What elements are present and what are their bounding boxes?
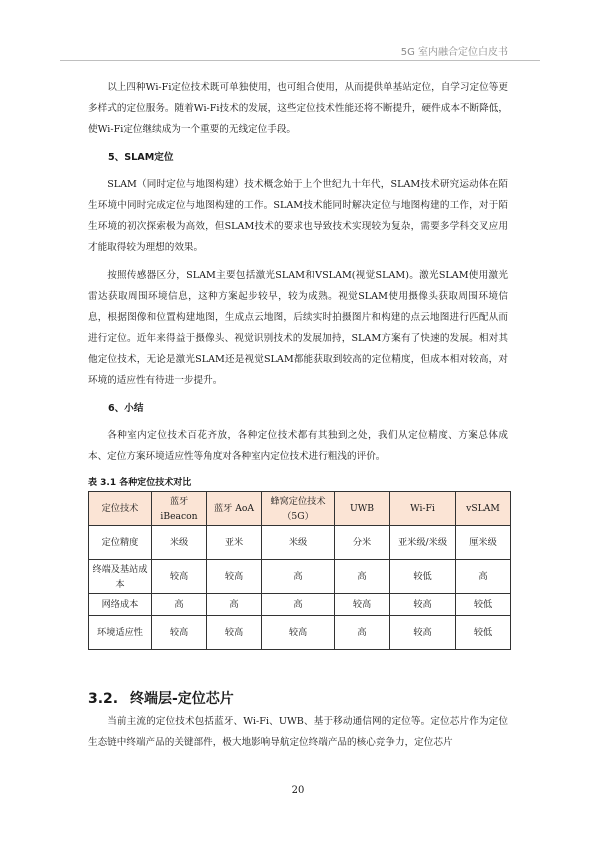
table-cell: 高 <box>456 560 511 594</box>
table-cell: 厘米级 <box>456 526 511 560</box>
table-cell: 较高 <box>152 560 207 594</box>
table-cell: 亚米 <box>207 526 262 560</box>
table-header-cell: 蓝牙 AoA <box>207 492 262 526</box>
table-cell: 较高 <box>207 560 262 594</box>
main-content <box>88 77 508 474</box>
table-row-label: 环境适应性 <box>89 616 152 650</box>
table-cell: 较低 <box>456 594 511 616</box>
table-header-cell: Wi-Fi <box>390 492 456 526</box>
slam-paragraph-2: 按照传感器区分，SLAM主要包括激光SLAM和VSLAM(视觉SLAM)。激光SLAM使用激光雷达获取周围环境信息，这种方案起步较早，较为成熟。视觉SLAM使用摄像头获取周围环境信息，根据图像和位置构建地图，生成点云地图，后续实时拍摄图片和构建的点云地图进行匹配从而进行定位。近年来得益于摄像头、视觉识别技术的发展加持，SLAM方案有了快速的发展。相对其他定位技术，无论是激光SLAM还是视觉SLAM都能获取到较高的定位精度，但成本相对较高，对环境的适应性有待进一步提升。 <box>88 270 508 386</box>
table-header-cell: 蜂窝定位技术（5G） <box>262 492 335 526</box>
table-row <box>89 594 511 616</box>
table-cell: 较高 <box>390 616 456 650</box>
table-row-label: 定位精度 <box>89 526 152 560</box>
section-title: 终端层-定位芯片 <box>130 691 234 707</box>
table-header-cell: 蓝牙 iBeacon <box>152 492 207 526</box>
table-cell: 分米 <box>335 526 390 560</box>
table-cell: 较高 <box>152 616 207 650</box>
slam-paragraph-1: SLAM（同时定位与地图构建）技术概念始于上个世纪九十年代，SLAM技术研究运动体在陌生环境中同时完成定位与地图构建的工作。SLAM技术能同时解决定位与地图构建的工作，对于陌生环境的初次探索极为高效，但SLAM技术的要求也导致技术实现较为复杂，需要多学科交叉应用才能取得较为理想的效果。 <box>88 179 508 253</box>
table-caption: 表 3.1 各种定位技术对比 <box>88 478 192 488</box>
header-divider <box>60 60 540 61</box>
table-cell: 高 <box>335 560 390 594</box>
section-paragraph: 当前主流的定位技术包括蓝牙、Wi-Fi、UWB、基于移动通信网的定位等。定位芯片作为定位生态链中终端产品的关键部件，极大地影响导航定位终端产品的核心竞争力，定位芯片 <box>88 716 508 748</box>
page-number: 20 <box>291 785 305 796</box>
intro-paragraph: 以上四种Wi-Fi定位技术既可单独使用，也可组合使用，从而提供单基站定位，自学习定位等更多样式的定位服务。随着Wi-Fi技术的发展，这些定位技术性能还将不断提升，硬件成本不断降低，使Wi-Fi定位继续成为一个重要的无线定位手段。 <box>88 82 508 135</box>
table-header-cell: 定位技术 <box>89 492 152 526</box>
table-row <box>89 616 511 650</box>
table-cell: 米级 <box>152 526 207 560</box>
running-header: 5G 室内融合定位白皮书 <box>400 47 508 58</box>
table-row-label: 终端及基站成本 <box>89 560 152 594</box>
slam-heading: 5、SLAM定位 <box>108 152 174 163</box>
table-cell: 较低 <box>456 616 511 650</box>
comparison-table <box>88 491 511 650</box>
table-cell: 高 <box>335 616 390 650</box>
table-cell: 高 <box>152 594 207 616</box>
table-header-cell: vSLAM <box>456 492 511 526</box>
table-cell: 米级 <box>262 526 335 560</box>
table-cell: 较高 <box>335 594 390 616</box>
section-body <box>88 711 508 760</box>
table-cell: 高 <box>207 594 262 616</box>
table-cell: 高 <box>262 560 335 594</box>
table-cell: 高 <box>262 594 335 616</box>
table-header-row <box>89 492 511 526</box>
table-row-label: 网络成本 <box>89 594 152 616</box>
table-header-cell: UWB <box>335 492 390 526</box>
table-cell: 亚米级/米级 <box>390 526 456 560</box>
table-cell: 较高 <box>262 616 335 650</box>
section-number: 3.2. <box>88 691 119 707</box>
section-heading <box>88 688 234 708</box>
summary-heading: 6、小结 <box>108 403 144 414</box>
table-cell: 较低 <box>390 560 456 594</box>
table-cell: 较高 <box>390 594 456 616</box>
table-row <box>89 526 511 560</box>
table-cell: 较高 <box>207 616 262 650</box>
table-row <box>89 560 511 594</box>
summary-paragraph: 各种室内定位技术百花齐放，各种定位技术都有其独到之处，我们从定位精度、方案总体成本、定位方案环境适应性等角度对各种室内定位技术进行粗浅的评价。 <box>88 430 508 462</box>
